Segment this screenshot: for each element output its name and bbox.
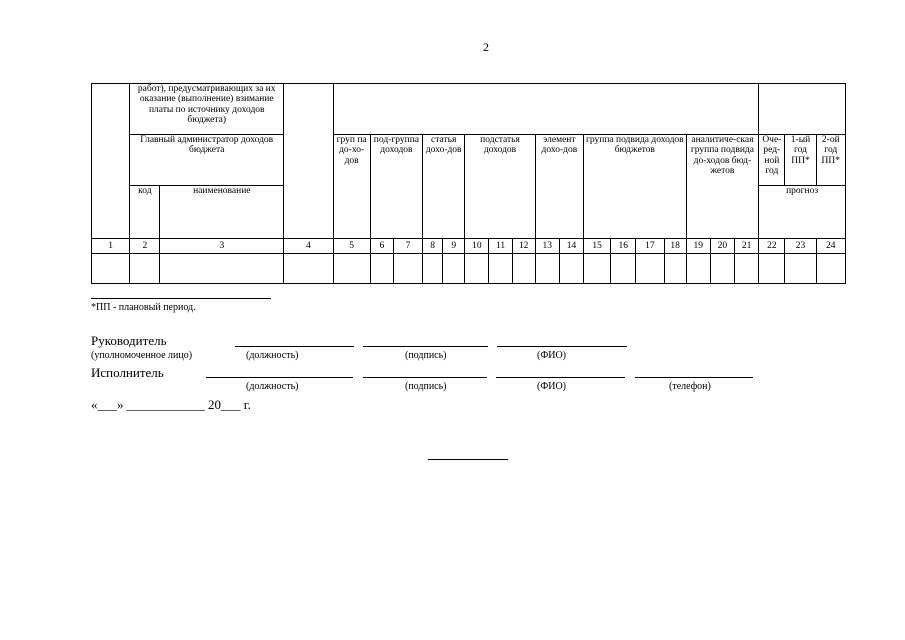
classification-header <box>333 84 759 135</box>
col-number: 11 <box>489 239 512 254</box>
col-number: 14 <box>559 239 583 254</box>
date-line: «___» ____________ 20___ г. <box>91 397 251 412</box>
col-number: 9 <box>443 239 465 254</box>
grp-dohodov-header: груп па до-хо-дов <box>333 135 370 239</box>
col-number: 8 <box>423 239 443 254</box>
analit-header: аналитиче-ская группа подвида до-ходов бюд-жетов <box>686 135 759 239</box>
pp1-header: 1-ый год ПП* <box>785 135 816 186</box>
rukovoditel-label: Руководитель <box>91 333 167 348</box>
col-number: 17 <box>636 239 664 254</box>
footnote-divider <box>91 298 271 299</box>
col-number: 3 <box>160 239 284 254</box>
footnote: *ПП - плановый период. <box>91 302 196 313</box>
upolnomochennoe-label: (уполномоченное лицо) <box>91 350 193 361</box>
col1-header <box>92 84 130 239</box>
forecast-header <box>759 84 846 135</box>
rukovoditel-fio-caption: (ФИО) <box>537 350 567 361</box>
rukovoditel-dolzhnost-line[interactable] <box>235 346 354 347</box>
column-numbers-row <box>92 239 846 254</box>
data-row <box>92 254 846 284</box>
rukovoditel-podpis-line[interactable] <box>363 346 488 347</box>
ispolnitel-fio-line[interactable] <box>496 377 625 378</box>
col-number: 16 <box>611 239 636 254</box>
col-number: 22 <box>759 239 785 254</box>
ispolnitel-label: Исполнитель <box>91 365 164 380</box>
col-number: 4 <box>284 239 333 254</box>
ispolnitel-dolzhnost-line[interactable] <box>206 377 353 378</box>
ispolnitel-fio-caption: (ФИО) <box>537 381 567 392</box>
statya-header: статья дохо-дов <box>423 135 465 239</box>
ispolnitel-podpis-line[interactable] <box>363 377 487 378</box>
col-number: 20 <box>710 239 734 254</box>
col-number: 18 <box>664 239 686 254</box>
col-number: 1 <box>92 239 130 254</box>
element-header: элемент дохо-дов <box>535 135 583 239</box>
col-number: 6 <box>370 239 393 254</box>
pp2-header: 2-ой год ПП* <box>816 135 845 186</box>
col-number: 13 <box>535 239 559 254</box>
podstatya-header: подстатья доходов <box>465 135 535 239</box>
revenue-table <box>91 83 846 284</box>
gruppa-podvida-header: группа подвида доходов бюджетов <box>584 135 687 239</box>
ispolnitel-telefon-caption: (телефон) <box>669 381 711 392</box>
col-number: 24 <box>816 239 845 254</box>
col-number: 19 <box>686 239 710 254</box>
page-number: 2 <box>483 40 489 54</box>
col4-header <box>284 84 333 239</box>
ispolnitel-telefon-line[interactable] <box>635 377 753 378</box>
ocherednoy-header: Оче-ред-ной год <box>759 135 785 186</box>
rukovoditel-fio-line[interactable] <box>497 346 627 347</box>
podgrupa-header: под-группа доходов <box>370 135 422 239</box>
ispolnitel-podpis-caption: (подпись) <box>405 381 447 392</box>
col-number: 7 <box>393 239 422 254</box>
rukovoditel-podpis-caption: (подпись) <box>405 350 447 361</box>
col-number: 15 <box>584 239 611 254</box>
col-number: 5 <box>333 239 370 254</box>
top-text-cell: работ), предусматривающих за их оказание (выполнение) взимание платы по источнику доходов бюджета) <box>130 84 284 135</box>
col-number: 12 <box>512 239 535 254</box>
rukovoditel-dolzhnost-caption: (должность) <box>246 350 299 361</box>
naim-header: наименование <box>160 186 284 239</box>
bottom-divider <box>428 459 508 460</box>
col-number: 21 <box>734 239 758 254</box>
admin-header: Главный администратор доходов бюджета <box>130 135 284 186</box>
col-number: 10 <box>465 239 489 254</box>
prognoz-header: прогноз <box>759 186 846 239</box>
ispolnitel-dolzhnost-caption: (должность) <box>246 381 299 392</box>
col-number: 23 <box>785 239 816 254</box>
col-number: 2 <box>130 239 160 254</box>
kod-header: код <box>130 186 160 239</box>
